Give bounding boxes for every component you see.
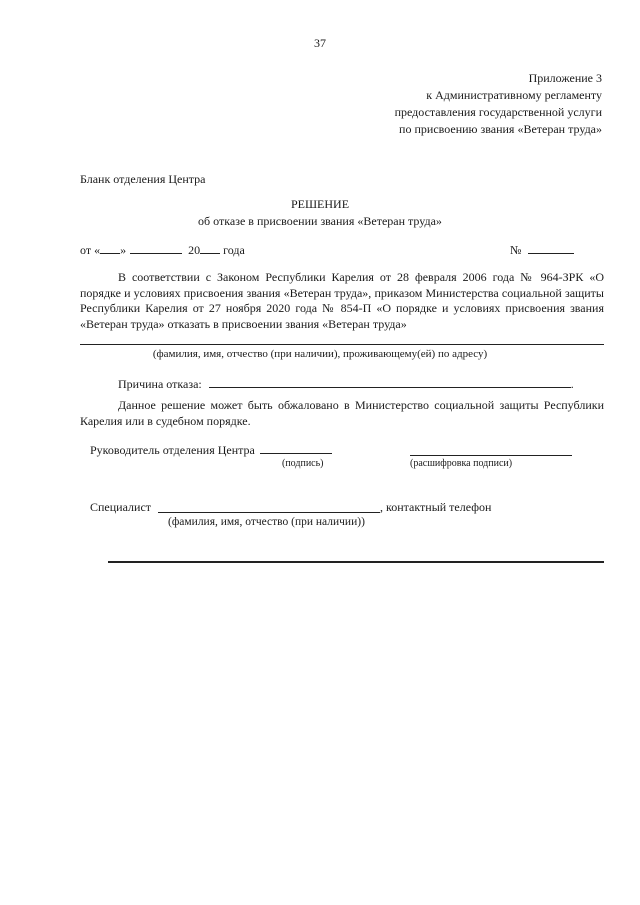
decode-caption: (расшифровка подписи) xyxy=(410,458,513,469)
head-signature-line xyxy=(90,443,332,458)
decode-field[interactable] xyxy=(410,455,572,456)
month-field[interactable] xyxy=(130,243,182,254)
specialist-caption: (фамилия, имя, отчество (при наличии)) xyxy=(168,516,365,528)
specialist-field[interactable] xyxy=(158,512,380,513)
page-number: 37 xyxy=(314,36,326,50)
head-label: Руководитель отделения Центра xyxy=(90,443,255,457)
decision-paragraph xyxy=(80,270,604,332)
day-field[interactable] xyxy=(100,243,120,254)
number-field[interactable] xyxy=(528,243,574,254)
year-prefix: 20 xyxy=(188,243,201,257)
signature-caption: (подпись) xyxy=(282,458,324,469)
specialist-label: Специалист xyxy=(90,500,152,514)
appeal-text: Данное решение может быть обжаловано в Министерство социальной защиты Республики Карелия или в судебном порядке. xyxy=(80,398,604,428)
phone-label: , контактный телефон xyxy=(380,500,492,514)
appeal-paragraph xyxy=(80,398,604,429)
appendix-header xyxy=(395,70,602,138)
address-caption: (фамилия, имя, отчество (при наличии), проживающему(ей) по адресу) xyxy=(152,348,488,360)
date-suffix: года xyxy=(220,243,245,257)
bottom-rule xyxy=(108,561,604,563)
reason-label: Причина отказа: xyxy=(118,377,202,391)
reason-line xyxy=(118,377,574,392)
decision-text: В соответствии с Законом Республики Карелия от 28 февраля 2006 года № 964-ЗРК «О порядке и условиях присвоения звания «Ветеран труда», приказом Министерства социальной защиты Республики Карелия от 27 ноября 2020 года № 854-П «О порядке и условиях присвоения звания «Ветеран труда» отказать в присвоении звания «Ветеран труда» xyxy=(80,270,604,331)
document-subtitle: об отказе в присвоении звания «Ветеран труда» xyxy=(198,214,442,228)
appendix-line: предоставления государственной услуги xyxy=(394,105,602,119)
reason-end: . xyxy=(570,377,574,391)
head-signature-field[interactable] xyxy=(260,443,332,454)
blank-label: Бланк отделения Центра xyxy=(80,172,206,186)
reason-field[interactable] xyxy=(209,377,571,388)
number-label: № xyxy=(510,243,522,257)
name-address-field[interactable] xyxy=(80,344,604,345)
date-prefix: от « xyxy=(80,243,101,257)
appendix-line: к Административному регламенту xyxy=(426,88,602,102)
appendix-line: по присвоению звания «Ветеран труда» xyxy=(399,122,602,136)
number-line xyxy=(510,243,574,258)
date-line xyxy=(80,243,245,258)
year-field[interactable] xyxy=(200,243,220,254)
document-title-block xyxy=(0,196,640,230)
document-title: РЕШЕНИЕ xyxy=(290,197,350,211)
date-mid: » xyxy=(120,243,127,257)
appendix-line: Приложение 3 xyxy=(528,71,602,85)
